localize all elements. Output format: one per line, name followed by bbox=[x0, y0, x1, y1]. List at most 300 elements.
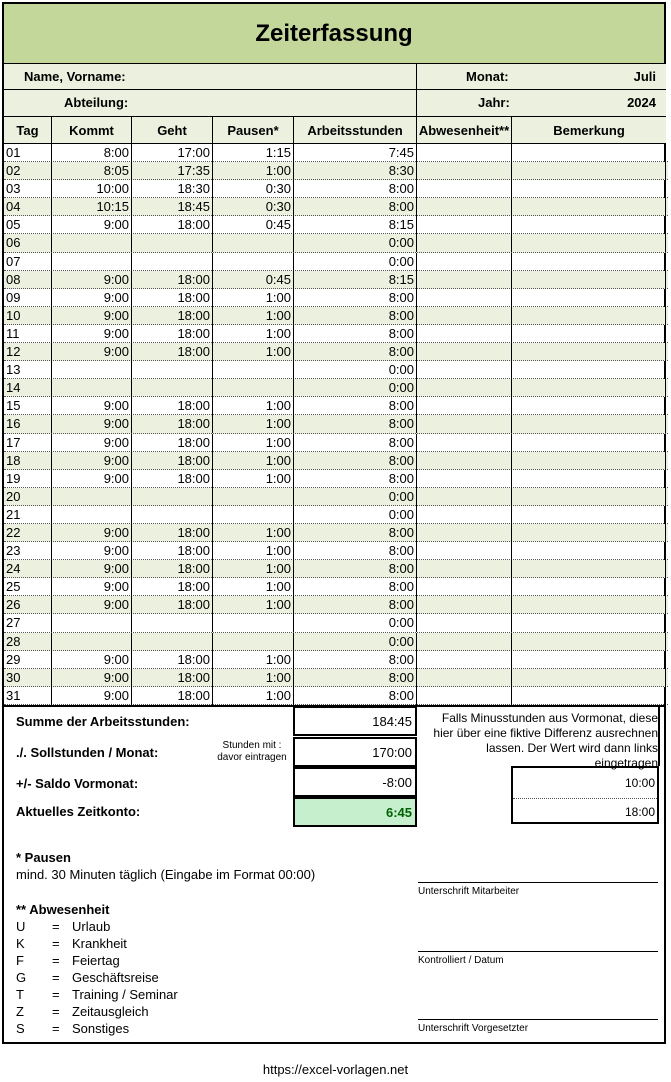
cell-tag: 23 bbox=[4, 542, 52, 560]
absence-code: U bbox=[16, 919, 26, 934]
cell-abw[interactable] bbox=[417, 198, 512, 216]
cell-stunden: 8:00 bbox=[294, 524, 417, 542]
cell-pause[interactable]: 0:45 bbox=[213, 271, 294, 289]
prev-balance-label: +/- Saldo Vormonat: bbox=[16, 776, 139, 791]
cell-pause[interactable]: 1:00 bbox=[213, 162, 294, 180]
cell-abw[interactable] bbox=[417, 524, 512, 542]
cell-kommt[interactable]: 9:00 bbox=[52, 325, 132, 343]
page-title: Zeiterfassung bbox=[4, 4, 664, 64]
cell-geht[interactable] bbox=[132, 379, 213, 397]
table-row bbox=[4, 506, 668, 524]
diff-calc-separator bbox=[513, 798, 657, 799]
cell-abw[interactable] bbox=[417, 379, 512, 397]
col-tag: Tag bbox=[4, 117, 52, 144]
cell-abw[interactable] bbox=[417, 633, 512, 651]
cell-kommt[interactable]: 10:15 bbox=[52, 198, 132, 216]
cell-abw[interactable] bbox=[417, 180, 512, 198]
cell-tag: 31 bbox=[4, 687, 52, 705]
cell-kommt[interactable]: 9:00 bbox=[52, 452, 132, 470]
cell-bem[interactable] bbox=[512, 596, 666, 614]
cell-bem[interactable] bbox=[512, 470, 666, 488]
cell-tag: 24 bbox=[4, 560, 52, 578]
pausen-title: * Pausen bbox=[16, 850, 71, 865]
cell-kommt[interactable] bbox=[52, 633, 132, 651]
cell-kommt[interactable] bbox=[52, 488, 132, 506]
cell-pause[interactable]: 1:00 bbox=[213, 434, 294, 452]
cell-abw[interactable] bbox=[417, 162, 512, 180]
cell-abw[interactable] bbox=[417, 325, 512, 343]
cell-pause[interactable]: 1:00 bbox=[213, 289, 294, 307]
cell-pause[interactable]: 1:00 bbox=[213, 415, 294, 433]
cell-tag: 12 bbox=[4, 343, 52, 361]
cell-stunden: 8:00 bbox=[294, 289, 417, 307]
table-row bbox=[4, 234, 668, 252]
cell-geht[interactable]: 18:00 bbox=[132, 415, 213, 433]
cell-pause[interactable] bbox=[213, 379, 294, 397]
department-label: Abteilung: bbox=[64, 95, 129, 110]
cell-tag: 15 bbox=[4, 397, 52, 415]
cell-abw[interactable] bbox=[417, 144, 512, 162]
cell-pause[interactable]: 0:45 bbox=[213, 216, 294, 234]
cell-abw[interactable] bbox=[417, 542, 512, 560]
table-row bbox=[4, 253, 668, 271]
cell-stunden: 0:00 bbox=[294, 633, 417, 651]
table-row bbox=[4, 524, 668, 542]
cell-kommt[interactable]: 9:00 bbox=[52, 524, 132, 542]
absence-label: Urlaub bbox=[72, 919, 111, 934]
cell-tag: 11 bbox=[4, 325, 52, 343]
cell-kommt[interactable]: 9:00 bbox=[52, 289, 132, 307]
cell-pause[interactable]: 1:00 bbox=[213, 397, 294, 415]
diff-calc-a[interactable]: 10:00 bbox=[624, 776, 655, 790]
cell-geht[interactable]: 18:00 bbox=[132, 596, 213, 614]
cell-stunden: 0:00 bbox=[294, 379, 417, 397]
absence-eq: = bbox=[52, 936, 60, 951]
table-row bbox=[4, 271, 668, 289]
table-row bbox=[4, 614, 668, 632]
absence-code: Z bbox=[16, 1004, 24, 1019]
cell-stunden: 8:00 bbox=[294, 452, 417, 470]
cell-geht[interactable]: 18:00 bbox=[132, 542, 213, 560]
cell-kommt[interactable]: 9:00 bbox=[52, 542, 132, 560]
table-row bbox=[4, 560, 668, 578]
cell-bem[interactable] bbox=[512, 397, 666, 415]
prev-balance-value[interactable]: -8:00 bbox=[293, 767, 417, 797]
cell-bem[interactable] bbox=[512, 144, 666, 162]
cell-pause[interactable] bbox=[213, 614, 294, 632]
cell-kommt[interactable]: 9:00 bbox=[52, 470, 132, 488]
cell-bem[interactable] bbox=[512, 578, 666, 596]
cell-bem[interactable] bbox=[512, 216, 666, 234]
cell-pause[interactable]: 1:00 bbox=[213, 669, 294, 687]
absence-eq: = bbox=[52, 970, 60, 985]
cell-pause[interactable]: 1:00 bbox=[213, 325, 294, 343]
cell-abw[interactable] bbox=[417, 307, 512, 325]
cell-bem[interactable] bbox=[512, 633, 666, 651]
cell-abw[interactable] bbox=[417, 361, 512, 379]
absence-code: F bbox=[16, 953, 24, 968]
cell-kommt[interactable]: 8:00 bbox=[52, 144, 132, 162]
absence-label: Feiertag bbox=[72, 953, 120, 968]
cell-tag: 07 bbox=[4, 253, 52, 271]
cell-stunden: 0:00 bbox=[294, 253, 417, 271]
cell-pause[interactable] bbox=[213, 253, 294, 271]
cell-geht[interactable]: 18:00 bbox=[132, 560, 213, 578]
signature-supervisor: Unterschrift Vorgesetzter bbox=[418, 1019, 658, 1034]
cell-pause[interactable]: 1:00 bbox=[213, 596, 294, 614]
cell-geht[interactable]: 18:00 bbox=[132, 524, 213, 542]
cell-kommt[interactable] bbox=[52, 614, 132, 632]
cell-bem[interactable] bbox=[512, 198, 666, 216]
cell-pause[interactable]: 0:30 bbox=[213, 198, 294, 216]
month-label: Monat: bbox=[466, 69, 509, 84]
cell-stunden: 0:00 bbox=[294, 506, 417, 524]
cell-kommt[interactable] bbox=[52, 379, 132, 397]
header-divider bbox=[416, 64, 417, 117]
name-label: Name, Vorname: bbox=[24, 69, 126, 84]
cell-tag: 13 bbox=[4, 361, 52, 379]
cell-bem[interactable] bbox=[512, 524, 666, 542]
col-pausen: Pausen* bbox=[213, 117, 294, 144]
absence-label: Zeitausgleich bbox=[72, 1004, 149, 1019]
cell-bem[interactable] bbox=[512, 415, 666, 433]
footer-link[interactable]: https://excel-vorlagen.net bbox=[262, 1062, 409, 1077]
header-row-department bbox=[4, 90, 666, 117]
cell-stunden: 8:15 bbox=[294, 216, 417, 234]
cell-kommt[interactable] bbox=[52, 234, 132, 252]
table-row bbox=[4, 289, 668, 307]
cell-stunden: 0:00 bbox=[294, 234, 417, 252]
cell-geht[interactable] bbox=[132, 633, 213, 651]
col-arbeitsstunden: Arbeitsstunden bbox=[294, 117, 417, 144]
cell-geht[interactable]: 18:00 bbox=[132, 434, 213, 452]
cell-pause[interactable]: 1:00 bbox=[213, 452, 294, 470]
cell-bem[interactable] bbox=[512, 614, 666, 632]
cell-tag: 28 bbox=[4, 633, 52, 651]
absence-eq: = bbox=[52, 919, 60, 934]
absence-label: Geschäftsreise bbox=[72, 970, 159, 985]
cell-tag: 03 bbox=[4, 180, 52, 198]
cell-abw[interactable] bbox=[417, 343, 512, 361]
minus-hours-note: Falls Minusstunden aus Vormonat, diese hier über eine fiktive Differenz ausrechnen lassen. Der Wert wird dann links eingetragen bbox=[433, 711, 658, 770]
cell-bem[interactable] bbox=[512, 180, 666, 198]
cell-geht[interactable]: 18:00 bbox=[132, 397, 213, 415]
table-row bbox=[4, 651, 668, 669]
cell-stunden: 0:00 bbox=[294, 614, 417, 632]
cell-tag: 09 bbox=[4, 289, 52, 307]
cell-stunden: 8:00 bbox=[294, 434, 417, 452]
cell-geht[interactable]: 18:00 bbox=[132, 470, 213, 488]
cell-bem[interactable] bbox=[512, 560, 666, 578]
cell-abw[interactable] bbox=[417, 470, 512, 488]
cell-abw[interactable] bbox=[417, 614, 512, 632]
cell-stunden: 8:00 bbox=[294, 560, 417, 578]
absence-label: Sonstiges bbox=[72, 1021, 130, 1036]
table-row bbox=[4, 596, 668, 614]
cell-bem[interactable] bbox=[512, 289, 666, 307]
cell-kommt[interactable]: 9:00 bbox=[52, 271, 132, 289]
cell-tag: 05 bbox=[4, 216, 52, 234]
cell-geht[interactable]: 18:00 bbox=[132, 307, 213, 325]
table-row bbox=[4, 452, 668, 470]
cell-pause[interactable]: 1:00 bbox=[213, 578, 294, 596]
table-row bbox=[4, 180, 668, 198]
cell-geht[interactable] bbox=[132, 234, 213, 252]
cell-stunden: 8:00 bbox=[294, 687, 417, 705]
account-value: 6:45 bbox=[293, 797, 417, 827]
cell-bem[interactable] bbox=[512, 651, 666, 669]
table-row bbox=[4, 379, 668, 397]
cell-pause[interactable] bbox=[213, 506, 294, 524]
cell-kommt[interactable]: 9:00 bbox=[52, 216, 132, 234]
cell-kommt[interactable]: 9:00 bbox=[52, 596, 132, 614]
cell-pause[interactable] bbox=[213, 488, 294, 506]
year-label: Jahr: bbox=[478, 95, 510, 110]
table-row bbox=[4, 325, 668, 343]
cell-stunden: 8:00 bbox=[294, 669, 417, 687]
cell-abw[interactable] bbox=[417, 216, 512, 234]
cell-tag: 27 bbox=[4, 614, 52, 632]
cell-tag: 29 bbox=[4, 651, 52, 669]
cell-geht[interactable]: 18:00 bbox=[132, 216, 213, 234]
target-value[interactable]: 170:00 bbox=[293, 737, 417, 767]
cell-bem[interactable] bbox=[512, 343, 666, 361]
cell-pause[interactable] bbox=[213, 361, 294, 379]
cell-geht[interactable]: 18:00 bbox=[132, 271, 213, 289]
cell-pause[interactable]: 1:00 bbox=[213, 307, 294, 325]
cell-stunden: 8:00 bbox=[294, 651, 417, 669]
cell-pause[interactable]: 1:00 bbox=[213, 524, 294, 542]
cell-stunden: 8:00 bbox=[294, 343, 417, 361]
cell-stunden: 8:00 bbox=[294, 542, 417, 560]
time-table bbox=[4, 144, 668, 705]
target-hint: Stunden mit : davor eintragen bbox=[217, 740, 287, 763]
cell-geht[interactable]: 18:00 bbox=[132, 578, 213, 596]
year-value[interactable]: 2024 bbox=[627, 95, 656, 110]
cell-pause[interactable]: 1:00 bbox=[213, 470, 294, 488]
table-row bbox=[4, 470, 668, 488]
cell-geht[interactable] bbox=[132, 488, 213, 506]
table-row bbox=[4, 415, 668, 433]
col-abwesenheit: Abwesenheit** bbox=[417, 117, 512, 144]
cell-bem[interactable] bbox=[512, 361, 666, 379]
cell-bem[interactable] bbox=[512, 325, 666, 343]
table-row bbox=[4, 343, 668, 361]
cell-stunden: 7:45 bbox=[294, 144, 417, 162]
cell-abw[interactable] bbox=[417, 578, 512, 596]
cell-tag: 30 bbox=[4, 669, 52, 687]
cell-geht[interactable] bbox=[132, 506, 213, 524]
cell-tag: 10 bbox=[4, 307, 52, 325]
table-row bbox=[4, 307, 668, 325]
cell-stunden: 8:00 bbox=[294, 470, 417, 488]
cell-bem[interactable] bbox=[512, 488, 666, 506]
cell-abw[interactable] bbox=[417, 271, 512, 289]
cell-stunden: 8:15 bbox=[294, 271, 417, 289]
absence-code: K bbox=[16, 936, 25, 951]
cell-abw[interactable] bbox=[417, 651, 512, 669]
cell-kommt[interactable]: 10:00 bbox=[52, 180, 132, 198]
table-row bbox=[4, 397, 668, 415]
cell-geht[interactable]: 18:45 bbox=[132, 198, 213, 216]
cell-geht[interactable] bbox=[132, 614, 213, 632]
cell-tag: 14 bbox=[4, 379, 52, 397]
signature-employee: Unterschrift Mitarbeiter bbox=[418, 882, 658, 897]
cell-kommt[interactable]: 9:00 bbox=[52, 307, 132, 325]
sum-value: 184:45 bbox=[293, 706, 417, 736]
cell-pause[interactable]: 1:00 bbox=[213, 687, 294, 705]
absence-code: G bbox=[16, 970, 27, 985]
cell-kommt[interactable]: 9:00 bbox=[52, 669, 132, 687]
cell-bem[interactable] bbox=[512, 307, 666, 325]
cell-stunden: 0:00 bbox=[294, 361, 417, 379]
cell-tag: 18 bbox=[4, 452, 52, 470]
cell-tag: 26 bbox=[4, 596, 52, 614]
cell-bem[interactable] bbox=[512, 379, 666, 397]
absence-eq: = bbox=[52, 953, 60, 968]
cell-pause[interactable] bbox=[213, 234, 294, 252]
table-row bbox=[4, 144, 668, 162]
cell-kommt[interactable]: 9:00 bbox=[52, 415, 132, 433]
cell-tag: 17 bbox=[4, 434, 52, 452]
absence-eq: = bbox=[52, 987, 60, 1002]
cell-bem[interactable] bbox=[512, 669, 666, 687]
col-bemerkung: Bemerkung bbox=[512, 117, 666, 144]
cell-abw[interactable] bbox=[417, 506, 512, 524]
cell-stunden: 8:00 bbox=[294, 596, 417, 614]
cell-kommt[interactable]: 9:00 bbox=[52, 687, 132, 705]
cell-kommt[interactable]: 9:00 bbox=[52, 560, 132, 578]
cell-kommt[interactable]: 9:00 bbox=[52, 397, 132, 415]
cell-geht[interactable]: 18:00 bbox=[132, 343, 213, 361]
cell-abw[interactable] bbox=[417, 289, 512, 307]
cell-tag: 22 bbox=[4, 524, 52, 542]
cell-tag: 21 bbox=[4, 506, 52, 524]
cell-stunden: 8:00 bbox=[294, 578, 417, 596]
cell-tag: 08 bbox=[4, 271, 52, 289]
cell-stunden: 8:00 bbox=[294, 415, 417, 433]
note-right-border bbox=[658, 706, 660, 766]
cell-abw[interactable] bbox=[417, 687, 512, 705]
cell-pause[interactable]: 1:00 bbox=[213, 560, 294, 578]
cell-geht[interactable]: 18:00 bbox=[132, 651, 213, 669]
signature-checked: Kontrolliert / Datum bbox=[418, 951, 658, 966]
cell-geht[interactable]: 18:30 bbox=[132, 180, 213, 198]
cell-abw[interactable] bbox=[417, 488, 512, 506]
cell-abw[interactable] bbox=[417, 596, 512, 614]
cell-geht[interactable]: 18:00 bbox=[132, 289, 213, 307]
target-label: ./. Sollstunden / Monat: bbox=[16, 745, 159, 760]
cell-bem[interactable] bbox=[512, 687, 666, 705]
sum-label: Summe der Arbeitsstunden: bbox=[16, 714, 190, 729]
table-row bbox=[4, 687, 668, 705]
cell-abw[interactable] bbox=[417, 234, 512, 252]
cell-stunden: 8:00 bbox=[294, 198, 417, 216]
cell-kommt[interactable]: 9:00 bbox=[52, 578, 132, 596]
cell-abw[interactable] bbox=[417, 397, 512, 415]
cell-pause[interactable]: 1:00 bbox=[213, 542, 294, 560]
cell-geht[interactable] bbox=[132, 361, 213, 379]
diff-calc-box bbox=[511, 766, 659, 824]
cell-pause[interactable]: 1:00 bbox=[213, 343, 294, 361]
absence-code: S bbox=[16, 1021, 25, 1036]
absence-code: T bbox=[16, 987, 24, 1002]
cell-geht[interactable]: 18:00 bbox=[132, 325, 213, 343]
cell-stunden: 8:00 bbox=[294, 325, 417, 343]
cell-tag: 16 bbox=[4, 415, 52, 433]
absence-label: Training / Seminar bbox=[72, 987, 178, 1002]
cell-kommt[interactable]: 9:00 bbox=[52, 343, 132, 361]
cell-abw[interactable] bbox=[417, 415, 512, 433]
header-row-name bbox=[4, 64, 666, 90]
cell-bem[interactable] bbox=[512, 253, 666, 271]
cell-kommt[interactable]: 8:05 bbox=[52, 162, 132, 180]
account-label: Aktuelles Zeitkonto: bbox=[16, 804, 141, 819]
cell-bem[interactable] bbox=[512, 162, 666, 180]
table-row bbox=[4, 669, 668, 687]
cell-stunden: 0:00 bbox=[294, 488, 417, 506]
cell-geht[interactable] bbox=[132, 253, 213, 271]
cell-bem[interactable] bbox=[512, 542, 666, 560]
cell-tag: 04 bbox=[4, 198, 52, 216]
col-kommt: Kommt bbox=[52, 117, 132, 144]
cell-bem[interactable] bbox=[512, 452, 666, 470]
cell-geht[interactable]: 17:00 bbox=[132, 144, 213, 162]
cell-geht[interactable]: 18:00 bbox=[132, 452, 213, 470]
cell-abw[interactable] bbox=[417, 253, 512, 271]
cell-tag: 25 bbox=[4, 578, 52, 596]
cell-pause[interactable]: 1:00 bbox=[213, 651, 294, 669]
cell-geht[interactable]: 18:00 bbox=[132, 687, 213, 705]
cell-bem[interactable] bbox=[512, 234, 666, 252]
cell-tag: 19 bbox=[4, 470, 52, 488]
table-row bbox=[4, 162, 668, 180]
table-row bbox=[4, 633, 668, 651]
cell-geht[interactable]: 18:00 bbox=[132, 669, 213, 687]
diff-calc-b[interactable]: 18:00 bbox=[624, 805, 655, 819]
absence-eq: = bbox=[52, 1021, 60, 1036]
cell-stunden: 8:30 bbox=[294, 162, 417, 180]
cell-kommt[interactable] bbox=[52, 361, 132, 379]
cell-abw[interactable] bbox=[417, 560, 512, 578]
cell-kommt[interactable] bbox=[52, 253, 132, 271]
cell-bem[interactable] bbox=[512, 506, 666, 524]
cell-abw[interactable] bbox=[417, 669, 512, 687]
table-row bbox=[4, 216, 668, 234]
cell-geht[interactable]: 17:35 bbox=[132, 162, 213, 180]
cell-kommt[interactable]: 9:00 bbox=[52, 651, 132, 669]
cell-stunden: 8:00 bbox=[294, 307, 417, 325]
absence-label: Krankheit bbox=[72, 936, 127, 951]
table-row bbox=[4, 578, 668, 596]
cell-bem[interactable] bbox=[512, 271, 666, 289]
cell-abw[interactable] bbox=[417, 434, 512, 452]
cell-bem[interactable] bbox=[512, 434, 666, 452]
table-row bbox=[4, 542, 668, 560]
cell-pause[interactable]: 0:30 bbox=[213, 180, 294, 198]
month-value[interactable]: Juli bbox=[633, 69, 656, 84]
absence-eq: = bbox=[52, 1004, 60, 1019]
cell-stunden: 8:00 bbox=[294, 180, 417, 198]
cell-pause[interactable]: 1:15 bbox=[213, 144, 294, 162]
cell-abw[interactable] bbox=[417, 452, 512, 470]
cell-pause[interactable] bbox=[213, 633, 294, 651]
cell-kommt[interactable] bbox=[52, 506, 132, 524]
cell-stunden: 8:00 bbox=[294, 397, 417, 415]
cell-kommt[interactable]: 9:00 bbox=[52, 434, 132, 452]
cell-tag: 06 bbox=[4, 234, 52, 252]
col-geht: Geht bbox=[132, 117, 213, 144]
